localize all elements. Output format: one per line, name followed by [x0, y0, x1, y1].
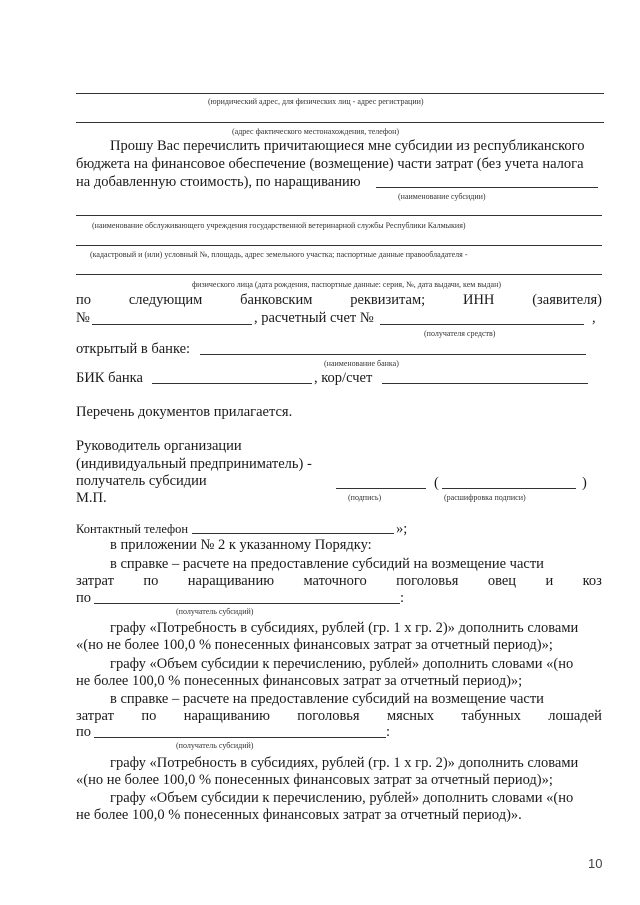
cert1-word: овец — [487, 573, 517, 589]
vet-institution-line — [76, 215, 602, 216]
signature-line — [336, 488, 426, 489]
cert2-po-label: по — [76, 724, 92, 740]
caption-signature-decode: (расшифровка подписи) — [444, 493, 526, 502]
cert2-word: поголовья — [297, 708, 360, 724]
caption-actual-address: (адрес фактического местонахождения, телефон) — [232, 127, 400, 136]
land-plot-line — [76, 245, 602, 246]
cert1-word: маточного — [303, 573, 367, 589]
paren-open: ( — [434, 475, 439, 491]
comma: , — [592, 310, 596, 326]
account-label: , расчетный счет № — [254, 310, 374, 326]
cert2-word: затрат — [76, 708, 114, 724]
bank-word: реквизитам; — [350, 292, 426, 308]
documents-attached: Перечень документов прилагается. — [76, 404, 293, 420]
bik-line — [152, 383, 312, 384]
cert1-word: коз — [582, 573, 602, 589]
bik-label: БИК банка — [76, 370, 143, 386]
caption-subsidy-name: (наименование субсидии) — [398, 192, 486, 201]
cert1-line-1: в справке – расчете на предоставление субсидий на возмещение части — [110, 556, 544, 572]
caption-vet-institution: (наименование обслуживающего учреждения государственной ветеринарной службы Республики Калмыкия) — [92, 221, 466, 230]
cert2-word: мясных — [386, 708, 434, 724]
caption-recipient-subsidy-2: (получатель субсидий) — [176, 741, 254, 750]
head-org: Руководитель организации — [76, 438, 242, 454]
cert1-word: и — [545, 573, 554, 589]
bank-word: по — [76, 292, 92, 308]
request-line-2: бюджета на финансовое обеспечение (возмещение) части затрат (без учета налога — [76, 156, 584, 172]
inn-line — [92, 324, 252, 325]
graph4-line-1: графу «Объем субсидии к перечислению, рублей» дополнить словами «(но — [110, 790, 574, 806]
graph2-line-1: графу «Объем субсидии к перечислению, рублей» дополнить словами «(но — [110, 656, 574, 672]
individual-entrepreneur: (индивидуальный предприниматель) - — [76, 456, 312, 472]
graph1-line-1: графу «Потребность в субсидиях, рублей (гр. 1 х гр. 2)» дополнить словами — [110, 620, 579, 636]
cert2-colon: : — [386, 724, 391, 740]
caption-recipient-subsidy-1: (получатель субсидий) — [176, 607, 254, 616]
subsidy-name-line — [376, 187, 598, 188]
cert2-word: табунных — [461, 708, 521, 724]
caption-land-plot: (кадастровый и (или) условный №, площадь, адрес земельного участка; паспортные данные правообладателя - — [90, 250, 468, 259]
cert1-colon: : — [400, 590, 405, 606]
appendix-line: в приложении № 2 к указанному Порядку: — [110, 537, 372, 553]
graph4-line-2: не более 100,0 % понесенных финансовых затрат за отчетный период)». — [76, 807, 522, 823]
passport-line — [76, 274, 602, 275]
bank-name-line — [200, 354, 586, 355]
account-line — [380, 324, 584, 325]
cert1-word: поголовья — [396, 573, 459, 589]
bank-word: (заявителя) — [532, 292, 602, 308]
cert2-word: по — [141, 708, 157, 724]
graph3-line-2: «(но не более 100,0 % понесенных финансовых затрат за отчетный период)»; — [76, 772, 553, 788]
bank-word: ИНН — [462, 292, 495, 308]
bank-word: следующим — [128, 292, 203, 308]
cert1-word: затрат — [76, 573, 114, 589]
contact-end: »; — [396, 521, 408, 537]
cert2-line-1: в справке – расчете на предоставление субсидий на возмещение части — [110, 691, 544, 707]
mp-label: М.П. — [76, 490, 107, 506]
page-number: 10 — [588, 856, 603, 871]
cert1-word: по — [143, 573, 159, 589]
subsidy-recipient: получатель субсидии — [76, 473, 207, 489]
request-line-3: на добавленную стоимость), по наращиванию — [76, 174, 361, 190]
cert1-word: наращиванию — [187, 573, 275, 589]
cert2-words-line — [76, 708, 602, 725]
graph3-line-1: графу «Потребность в субсидиях, рублей (гр. 1 х гр. 2)» дополнить словами — [110, 755, 579, 771]
cert1-po-label: по — [76, 590, 92, 606]
corr-line — [382, 383, 588, 384]
cert2-word: наращиванию — [183, 708, 270, 724]
corr-label: , кор/счет — [314, 370, 373, 386]
caption-passport: физического лица (дата рождения, паспортные данные: серия, №, дата выдачи, кем выдан) — [192, 280, 502, 289]
bank-requisites-line — [76, 292, 602, 309]
caption-signature: (подпись) — [348, 493, 382, 502]
cert2-recipient-line — [94, 737, 386, 738]
paren-close: ) — [582, 475, 587, 491]
graph2-line-2: не более 100,0 % понесенных финансовых затрат за отчетный период)»; — [76, 673, 523, 689]
cert1-recipient-line — [94, 603, 400, 604]
bank-opened-label: открытый в банке: — [76, 341, 191, 357]
contact-phone-line — [192, 533, 394, 534]
caption-legal-address: (юридический адрес, для физических лиц - адрес регистрации) — [208, 97, 424, 106]
graph1-line-2: «(но не более 100,0 % понесенных финансовых затрат за отчетный период)»; — [76, 637, 553, 653]
contact-phone-label: Контактный телефон — [76, 522, 189, 536]
request-line-1: Прошу Вас перечислить причитающиеся мне субсидии из республиканского — [110, 138, 585, 154]
legal-address-line — [76, 93, 604, 94]
cert2-word: лошадей — [548, 708, 602, 724]
caption-recipient-funds: (получателя средств) — [424, 329, 496, 338]
cert1-words-line — [76, 573, 602, 590]
bank-word: банковским — [240, 292, 313, 308]
caption-bank-name: (наименование банка) — [324, 359, 399, 368]
num-label: № — [76, 310, 90, 326]
signature-decode-line — [442, 488, 576, 489]
actual-address-line — [76, 122, 604, 123]
